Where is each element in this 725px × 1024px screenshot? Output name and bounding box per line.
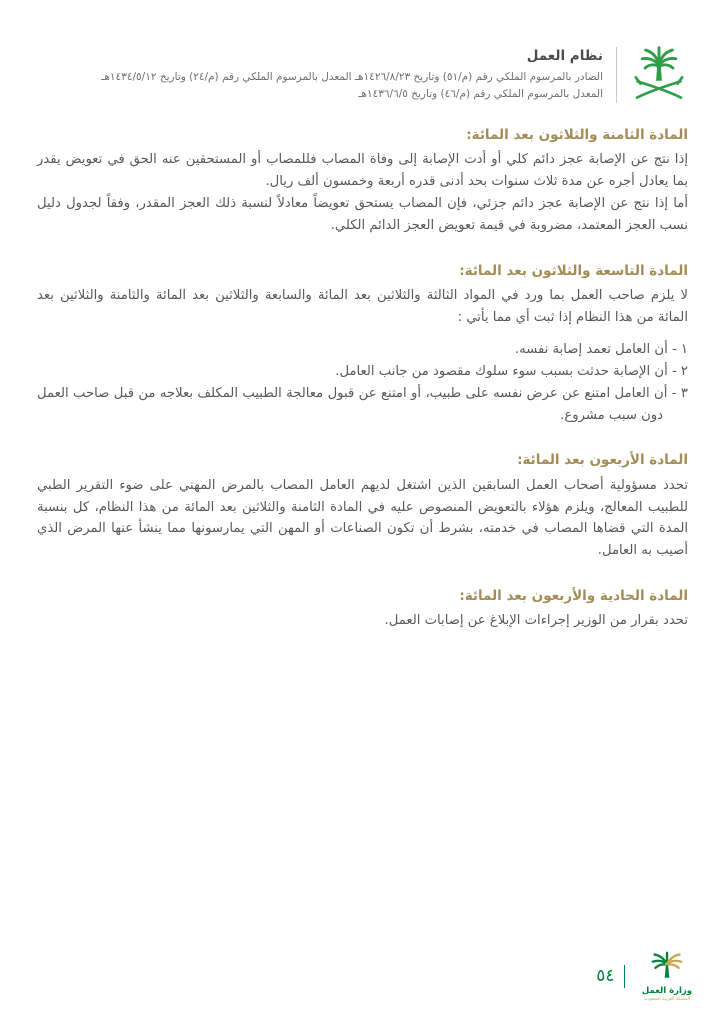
list-item-1: ١ - أن العامل تعمد إصابة نفسه. bbox=[514, 341, 688, 357]
header-text-block bbox=[37, 48, 603, 103]
page-number: ٥٤ bbox=[596, 966, 615, 986]
ministry-name-label: وزارة العمل bbox=[641, 986, 693, 996]
article-140-title: المادة الأربعون بعد المائة: bbox=[517, 452, 688, 469]
article-140-paragraph: تحدد مسؤولية أصحاب العمل السابقين الذين اشتغل لديهم العامل المصاب بالمرض المهني على ضوء التقرير الطبي للطبيب المعالج، ويلزم هؤلاء بالتعويض المنصوص عليه في المادة الثامنة والثلاثين بعد المائة من هذا النظام، كل بنسبة المدة التي قضاها المصاب في خدمته، بشرط أن تكون الصناعات أو المهن التي يمارسونها مما ينشأ عنها المرض الذي أصيب به العامل. bbox=[37, 477, 688, 559]
saudi-palm-and-crossed-swords-icon bbox=[630, 44, 688, 106]
decree-line-2: المعدل بالمرسوم الملكي رقم (م/٤٦) وتاريخ ١٤٣٦/٦/٥هـ bbox=[358, 87, 603, 100]
document-title: نظام العمل bbox=[526, 47, 603, 64]
article-138-paragraph-2: أما إذا نتج عن الإصابة عجز دائم جزئي، فإن المصاب يستحق تعويضاً معادلاً لنسبة ذلك العجز المقدر، وفقاً لجدول دليل نسب العجز المعتمد، مضروبة في قيمة تعويض العجز الدائم الكلي. bbox=[37, 196, 688, 233]
article-138-title: المادة الثامنة والثلاثون بعد المائة: bbox=[466, 127, 688, 143]
article-139 bbox=[37, 263, 688, 427]
list-item-2: ٢ - أن الإصابة حدثت بسبب سوء سلوك مقصود من جانب العامل. bbox=[335, 363, 688, 379]
article-141 bbox=[37, 588, 688, 632]
decree-line-1: الصادر بالمرسوم الملكي رقم (م/٥١) وتاريخ ١٤٢٦/٨/٢٣هـ المعدل بالمرسوم الملكي رقم (م/٢٤) وتاريخ ١٤٣٤/٥/١٢هـ bbox=[101, 70, 603, 83]
page-footer bbox=[596, 951, 700, 1002]
article-141-paragraph: تحدد بقرار من الوزير إجراءات الإبلاغ عن إصابات العمل. bbox=[384, 613, 688, 629]
document-header bbox=[37, 44, 688, 106]
ministry-palm-tree-icon bbox=[649, 951, 685, 984]
footer-content bbox=[596, 951, 700, 1002]
header-divider bbox=[616, 47, 617, 103]
article-138-paragraph-1: إذا نتج عن الإصابة عجز دائم كلي أو أدت الإصابة إلى وفاة المصاب فللمصاب أو المستحقين عنه الحق في تعويض يقدر بما يعادل أجره عن مدة ثلاث سنوات بحد أدنى قدره أربعة وخمسون ألف ريال. bbox=[37, 152, 688, 190]
article-141-title: المادة الحادية والأربعون بعد المائة: bbox=[459, 588, 688, 605]
articles-section bbox=[37, 127, 688, 658]
article-139-title: المادة التاسعة والثلاثون بعد المائة: bbox=[459, 262, 688, 279]
article-139-paragraph: لا يلزم صاحب العمل بما ورد في المواد الثالثة والثلاثين بعد المائة والسابعة والثلاثين بعد المائة والثامنة والثلاثين بعد المائة من هذا النظام إذا ثبت أي مما يأتي : bbox=[37, 288, 688, 325]
ministry-country-label: المملكة العربية السعودية bbox=[643, 997, 691, 1002]
article-138 bbox=[37, 127, 688, 237]
ministry-of-labor-logo bbox=[634, 951, 700, 1002]
list-item-3: ٣ - أن العامل امتنع عن عرض نفسه على طبيب، أو امتنع عن قبول معالجة الطبيب المكلف بعلاجه من قبل صاحب العمل دون سبب مشروع. bbox=[37, 385, 688, 423]
article-139-list bbox=[37, 339, 688, 427]
footer-divider bbox=[624, 965, 626, 988]
article-140 bbox=[37, 452, 688, 562]
